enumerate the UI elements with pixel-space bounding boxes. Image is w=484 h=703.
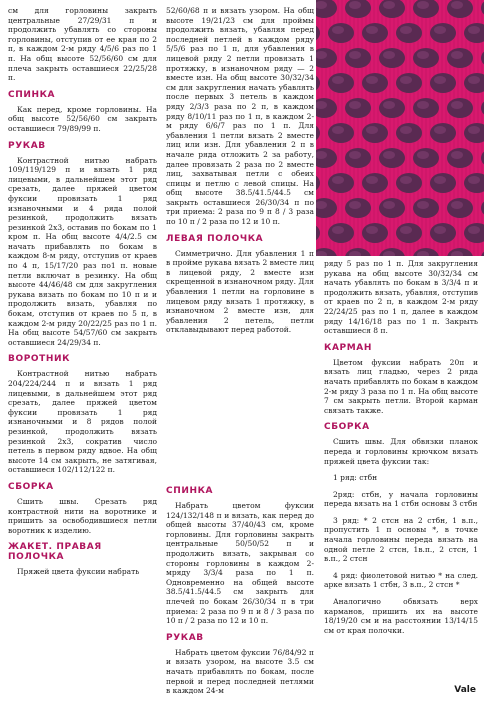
section-heading-karman: КАРМАН [324, 342, 372, 353]
knit-bubble-highlight [400, 126, 412, 134]
brand-logo: Vale [454, 685, 476, 695]
knit-bubble-highlight [451, 101, 463, 109]
knit-bubble-highlight [451, 201, 463, 209]
column-1 [8, 6, 157, 584]
paragraph: Набрать цветом фуксии 76/84/92 п и вязать узором, на высоте 3.5 см начать прибавлять по бокам, после первой и перед последней петлями в каждом 24-м [166, 647, 314, 696]
knit-bubble-highlight [366, 176, 378, 184]
paragraph: Сшить швы. Для обвязки планок переда и горловины крючком вязать пряжей цвета фуксии так: [324, 437, 478, 466]
knit-bubble-highlight [383, 201, 395, 209]
knit-bubble-highlight [349, 101, 361, 109]
paragraph: Симметрично. Для убавления 1 п в пройме рукава вязать 2 вместе лиц в лицевой ряду, 2 вместе изн скрещенной в изнаночном ряду. Для убавления 1 петли на горловине в лицевом ряду вязать 1 протяжку, в изнаночном 2 вместе изн, для убавления 2 петель, петли отклавыдывают перед работой. [166, 248, 314, 335]
paragraph: Контрастной нитью набрать 109/119/129 п и вязать 1 ряд лицевыми, в дальнейшем этот ряд срезать, далее пряжей цветом фуксии провязать 1 ряд изнаночными и 4 ряда полой резинкой, продолжить вязать резинкой 2х3, оставив по бокам по 1 кром п. На общ высоте 4/4/2.5 см начать прибавлять по бокам в каждом 8-м ряду, отступив от краев по 4 п, 15/17/20 раз по1 п. новые петли включат в резинку. На общ высоте 44/46/48 см для закругления рукава вязать по бокам по 10 п и и продолжить вязать, убавляя по бокам, отступив от краев по 5 п, в каждом 2-м ряду 20/22/25 раз по 1 п. На общ высоте 54/57/60 см закрыть оставшиеся 24/29/34 п. [8, 155, 157, 347]
knit-bubble-highlight [451, 51, 463, 59]
paragraph: 3 ряд: * 2 стсн на 2 стбн, 1 в.п., пропустить 1 п основы *, в точке начала горловины переда вязать на одной петле 2 стсн, 1в.п., 2 стсн, 1 в.п., 2 стсн [324, 515, 478, 564]
paragraph: Сшить швы. Срезать ряд контрастной нити на воротнике и пришить за освободившиеся петли воротник к изделию. [8, 496, 157, 535]
knit-bubble-highlight [383, 51, 395, 59]
section-heading-rukav-2: РУКАВ [166, 632, 204, 643]
knit-bubble-highlight [417, 51, 429, 59]
knit-bubble-highlight [400, 26, 412, 34]
section-heading-spinka-2: СПИНКА [166, 486, 214, 496]
column-3 [324, 259, 478, 642]
section-heading-spinka: СПИНКА [8, 89, 56, 100]
knit-bubble-highlight [349, 201, 361, 209]
paragraph: Как перед, кроме горловины. На общ высоте 52/56/60 см закрыть оставшиеся 79/89/99 п. [8, 104, 157, 133]
knit-bubble-highlight [383, 151, 395, 159]
section-heading-zhaket: ЖАКЕТ. ПРАВАЯ ПОЛОЧКА [8, 542, 102, 563]
section-heading-vorotnik: ВОРОТНИК [8, 354, 71, 365]
knit-bubble-highlight [434, 126, 446, 134]
paragraph: Пряжей цвета фуксии набрать [17, 567, 140, 577]
knit-bubble-highlight [349, 1, 361, 9]
knit-bubble-highlight [434, 26, 446, 34]
knit-bubble-highlight [468, 126, 480, 134]
knit-bubble-highlight [383, 1, 395, 9]
knit-bubble-highlight [400, 76, 412, 84]
knit-bubble-highlight [400, 226, 412, 234]
knit-bubble-highlight [349, 151, 361, 159]
knit-bubble-highlight [417, 201, 429, 209]
paragraph: 1 ряд: стбн [333, 473, 378, 483]
knit-bubble-highlight [366, 76, 378, 84]
knit-bubble-highlight [332, 176, 344, 184]
knit-bubble-highlight [332, 26, 344, 34]
knitting-sample-photo [316, 0, 484, 256]
paragraph: Аналогично обвязать верх карманов, пришить их на высоте 18/19/20 см и на расстоянии 13/14/15 см от края полочки. [324, 597, 478, 635]
knit-bubble-highlight [451, 151, 463, 159]
knitting-pattern-image [316, 0, 484, 256]
knit-bubble-highlight [332, 126, 344, 134]
knit-bubble-highlight [434, 226, 446, 234]
section-heading-rukav: РУКАВ [8, 140, 46, 151]
column-2 [166, 6, 314, 342]
knit-bubble-highlight [468, 26, 480, 34]
knit-bubble-highlight [434, 76, 446, 84]
knit-bubble-highlight [400, 176, 412, 184]
knit-bubble-highlight [451, 1, 463, 9]
knit-bubble-highlight [349, 51, 361, 59]
paragraph: 52/60/68 п и вязать узором. На общ высоте 19/21/23 см для проймы продолжить вязать, убавляя перед последней петлей в каждом ряду 5/5/6 раз по 1 п, для убавления в лицевой ряду 2 петли провязать 1 протяжку, в изнаночном ряду — 2 вместе изн. На общ высоте 30/32/34 см для закругления начать убавлять после первых 3 петель в каждом ряду 2/3/3 раза по 2 п, в каждом ряду 8/10/11 раз по 1 п, в каждом 2-м ряду 6/6/7 раз по 1 п. Для убавления 1 петли вязать 2 вместе лиц или изн. Для убавления 2 п в начале ряда отложить 2 за работу, далее провязать 2 раза по 2 вместе лиц, захватывая петли с обеих спицы и петлю с левой спицы. На общ высоте 38.5/41.5/44.5 см закрыть оставшиеся 26/30/34 п по три приема: 2 раза по 9 п 8 / 3 раза по 10 п / 2 раза по 12 и 10 п. [166, 6, 314, 227]
knit-bubble-highlight [366, 26, 378, 34]
paragraph: Цветом фуксии набрать 20п и вязать лиц гладью, через 2 ряда начать прибавлять по бокам в каждом 2-м ряду 3 раза по 1 п. На общ высоте 7 см закрыть петли. Второй карман связать также. [324, 357, 478, 415]
knit-bubble-highlight [417, 1, 429, 9]
knit-bubble-highlight [383, 101, 395, 109]
section-heading-levaya-polochka: ЛЕВАЯ ПОЛОЧКА [166, 233, 264, 244]
paragraph: Контрастной нитью набрать 204/224/244 п и вязать 1 ряд лицевыми, в дальнейшем этот ряд срезать, далее пряжей цветом фуксии провязать 1 ряд изнаночными и 8 рядов полой резинкой, продолжить вязать резинкой 2х3, сократив число петель в первом ряду вдвое. На общ высоте 14 см закрыть, не затягивая, оставшиеся 102/112/122 п. [8, 369, 157, 475]
paragraph: см для горловины закрыть центральные 27/29/31 п и продолжить убавлять со стороны горловины, отступив от ее края по 2 п, в каждом 2-м ряду 4/5/6 раз по 1 п. На общ высоте 52/56/60 см для плеча закрыть оставшиеся 22/25/28 п. [8, 6, 157, 83]
knit-bubble-highlight [332, 226, 344, 234]
knit-bubble-highlight [468, 76, 480, 84]
knit-bubble-highlight [366, 126, 378, 134]
knit-bubble-highlight [434, 176, 446, 184]
section-heading-sborka: СБОРКА [8, 481, 54, 492]
paragraph: 2ряд: стбн, у начала горловины переда вязать на 1 стбн основы 3 стбн [324, 489, 478, 509]
knit-bubble-highlight [366, 226, 378, 234]
knit-bubble-highlight [417, 101, 429, 109]
paragraph: 4 ряд: фиолетовой нитью * на след. арке вязать 1 стбн, 3 в.п., 2 стсн * [324, 570, 478, 590]
paragraph: ряду 5 раз по 1 п. Для закругления рукава на общ высоте 30/32/34 см начать убавлять по бокам в 3/3/4 п и продолжить вязать, убавляя, отступив от краев по 2 п, в каждом 2-м ряду 22/24/25 раз по 1 п, далее в каждом ряду 14/16/18 раз по 1 п. Закрыть оставшиеся 8 п. [324, 259, 478, 336]
knit-bubble-highlight [417, 151, 429, 159]
knit-bubble-highlight [468, 226, 480, 234]
paragraph: Набрать цветом фуксии 124/132/148 п и вязать, как перед до общей высоты 37/40/43 см, кроме горловины. Для горловины закрыть центральные 50/50/52 п и продолжить вязать, закрывая со стороны горловины в каждом 2-мряду 3/3/4 раза по 1 п. Одновременно на общей высоте 38.5/41.5/44.5 см закрыть для плечей по бокам 26/30/34 п в три приема: 2 раза по 9 п и 8 / 3 раза по 10 п / 2 раза по 12 и 10 п. [166, 501, 314, 626]
knit-bubble-highlight [332, 76, 344, 84]
knit-bubble-highlight [468, 176, 480, 184]
section-heading-sborka-2: СБОРКА [324, 422, 370, 433]
column-2-lower [166, 480, 314, 703]
